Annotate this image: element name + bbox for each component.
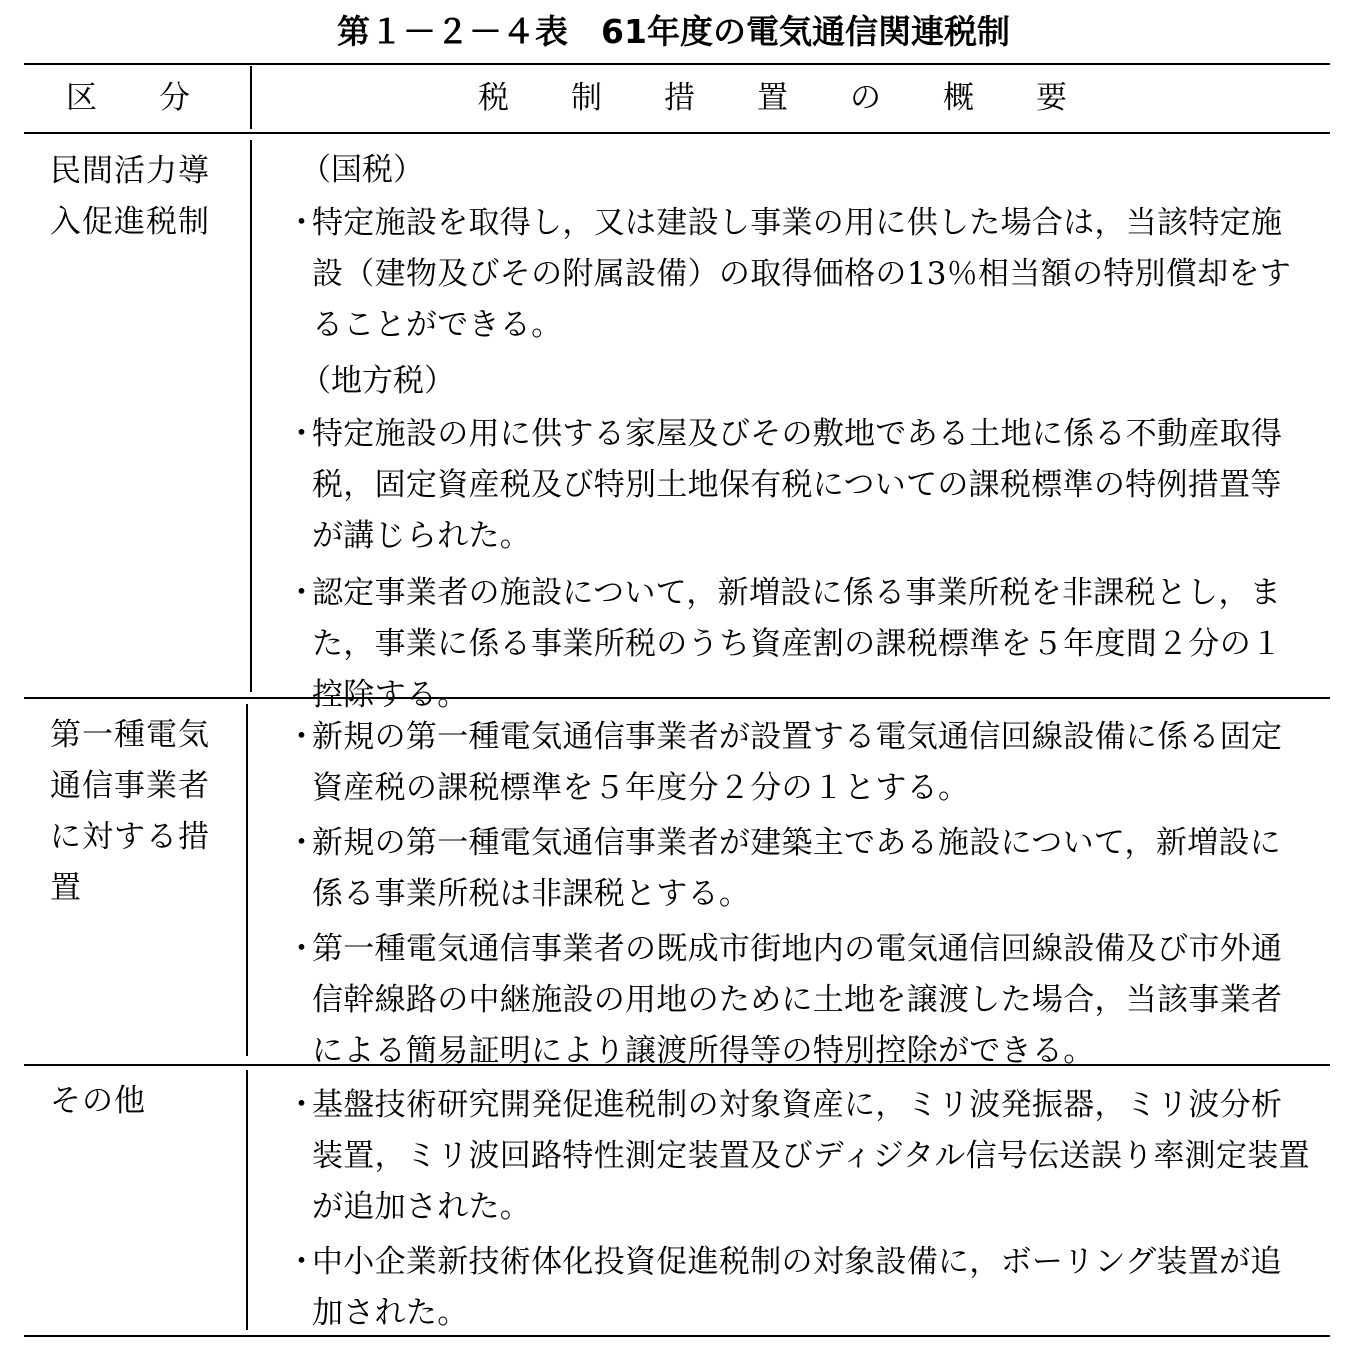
bullet-mark: ・: [286, 931, 318, 967]
bullet-text: 中小企業新技術体化投資促進税制の対象設備に，ボーリング装置が追加された。: [312, 1244, 1282, 1331]
bullet-item: [282, 568, 1312, 721]
bullet-mark: ・: [286, 205, 318, 241]
bullet-item: [282, 818, 1312, 920]
bullet-mark: ・: [286, 1087, 318, 1123]
bullet-item: [282, 1080, 1312, 1233]
header-divider: [250, 66, 252, 129]
bullet-text: 新規の第一種電気通信事業者が設置する電気通信回線設備に係る固定資産税の課税標準を５年度分２分の１とする。: [312, 719, 1283, 806]
row-content-promotion: [282, 144, 1312, 721]
bullet-mark: ・: [286, 1244, 318, 1280]
bullet-mark: ・: [286, 575, 318, 611]
bullet-item: [282, 198, 1312, 351]
row-content-other: [282, 1078, 1312, 1339]
bullet-text: 認定事業者の施設について，新増設に係る事業所税を非課税とし，また，事業に係る事業所税のうち資産割の課税標準を５年度間２分の１控除する。: [312, 575, 1283, 713]
row-category-type1-carriers: 第一種電気 通信事業者 に対する措 置: [50, 717, 210, 906]
bullet-mark: ・: [286, 719, 318, 755]
row3-divider: [246, 1070, 248, 1330]
bullet-text: 特定施設の用に供する家屋及びその敷地である土地に係る不動産取得税，固定資産税及び特別土地保有税についての課税標準の特例措置等が講じられた。: [312, 416, 1283, 554]
bullet-text: 第一種電気通信事業者の既成市街地内の電気通信回線設備及び市外通信幹線路の中継施設の用地のために土地を譲渡した場合，当該事業者による簡易証明により譲渡所得等の特別控除ができる。: [312, 931, 1283, 1069]
group-heading-national-tax: （国税）: [300, 152, 424, 188]
header-rule: [24, 132, 1330, 134]
row-content-type1-carriers: [282, 710, 1312, 1077]
row1-divider: [250, 140, 252, 692]
group-heading-local-tax: （地方税）: [300, 363, 455, 399]
bullet-text: 新規の第一種電気通信事業者が建築主である施設について，新増設に係る事業所税は非課税とする。: [312, 825, 1282, 912]
row-category-promotion: 民間活力導 入促進税制: [50, 153, 210, 240]
bullet-item: [282, 712, 1312, 814]
bullet-text: 特定施設を取得し，又は建設し事業の用に供した場合は，当該特定施設（建物及びその附属設備）の取得価格の13％相当額の特別償却をすることができる。: [312, 205, 1292, 343]
bullet-item: [282, 1237, 1312, 1339]
bullet-item: [282, 409, 1312, 562]
header-measures: 税 制 措 置 の 概 要: [478, 80, 1067, 116]
top-rule: [24, 63, 1330, 65]
header-category: 区 分: [66, 80, 190, 116]
bullet-text: 基盤技術研究開発促進税制の対象資産に，ミリ波発振器，ミリ波分析装置，ミリ波回路特性測定装置及びディジタル信号伝送誤り率測定装置が追加された。: [312, 1087, 1310, 1225]
bullet-mark: ・: [286, 825, 318, 861]
table-title: 第１－２－４表 61年度の電気通信関連税制: [337, 12, 1010, 51]
row-category-other: その他: [50, 1083, 146, 1119]
bullet-item: [282, 924, 1312, 1077]
row2-divider: [246, 704, 248, 1056]
bullet-mark: ・: [286, 416, 318, 452]
